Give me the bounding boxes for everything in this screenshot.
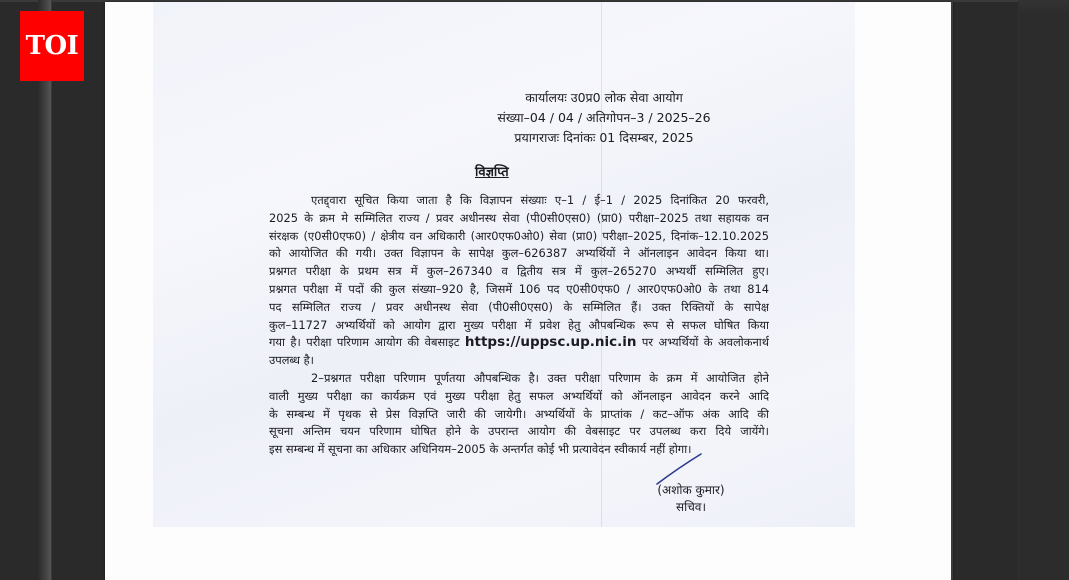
paragraph-2 [227, 370, 769, 459]
toi-logo[interactable] [20, 11, 84, 81]
reference-number: संख्या–04 / 04 / अतिगोपन–3 / 2025–26 [497, 110, 711, 125]
document-page [105, 2, 953, 580]
body-line: को आयोजित की गयी। उक्त विज्ञापन के सापेक्ष कुल–626387 अभ्यर्थियों ने ऑनलाइन आवेदन किया था। [269, 246, 769, 261]
signatory-name: (अशोक कुमार) [657, 483, 725, 497]
body-line: सूचना अन्तिम चयन परिणाम घोषित होने के उपरान्त आयोग की वेबसाइट पर उपलब्ध करा दिये जायेंगे। [269, 424, 769, 439]
body-line: के सम्बन्ध में पृथक से प्रेस विज्ञप्ति जारी की जायेगी। अभ्यर्थियों के प्राप्तांक / कट–ऑफ अंक आदि की [269, 406, 769, 421]
body-line: उपलब्ध है। [269, 353, 315, 368]
url-line-suffix: पर अभ्यर्थियों के अवलोकनार्थ [636, 335, 769, 350]
body-line: पद सम्मिलित राज्य / प्रवर अधीनस्थ सेवा (पी0सी0एस0) के सम्मिलित हैं। उक्त रिक्तियों के सापेक्ष [269, 299, 769, 314]
url-line-prefix: गया है। परीक्षा परिणाम आयोग की वेबसाइट [269, 335, 465, 350]
body-line: संरक्षक (ए0सी0एफ0) / क्षेत्रीय वन अधिकारी (आर0एफ0ओ0) सेवा (प्रा0) परीक्षा–2025, दिनांक–12.10.2025 [269, 228, 769, 243]
notice-body [227, 192, 769, 459]
notice-title: विज्ञप्ति [475, 165, 509, 180]
right-side-strip [1018, 0, 1069, 580]
body-line: कुल–11727 अभ्यर्थियों को आयोग द्वारा मुख्य परीक्षा में प्रवेश हेतु औपबन्धिक रूप से सफल घोषित किया [269, 317, 769, 332]
place-and-date: प्रयागराजः दिनांकः 01 दिसम्बर, 2025 [514, 130, 694, 145]
signature-block [631, 482, 751, 516]
body-line: 2–प्रश्नगत परीक्षा परिणाम पूर्णतया औपबन्धिक है। उक्त परीक्षा परिणाम के क्रम में आयोजित होने [311, 370, 769, 385]
body-line-with-url [227, 334, 769, 352]
body-line: प्रश्नगत परीक्षा में पदों की कुल संख्या–920 है, जिसमें 106 पद ए0सी0एफ0 / आर0एफ0ओ0 के तथा 814 [269, 281, 769, 296]
left-shadow-band [38, 0, 52, 580]
body-line: वाली मुख्य परीक्षा का कार्यक्रम एवं मुख्य परीक्षा हेतु सफल अभ्यर्थियों को ऑनलाइन आवेदन करने आदि [269, 388, 769, 403]
body-line: इस सम्बन्ध में सूचना का अधिकार अधिनियम–2005 के अन्तर्गत कोई भी प्रत्यावेदन स्वीकार्य नहीं होगा। [269, 442, 692, 457]
body-line: एतद्द्वारा सूचित किया जाता है कि विज्ञापन संख्याः ए–1 / ई–1 / 2025 दिनांकित 20 फरवरी, [311, 193, 769, 207]
toi-logo-text: TOI [25, 31, 79, 61]
body-line: प्रश्नगत परीक्षा के प्रथम सत्र में कुल–267340 व द्वितीय सत्र में कुल–265270 अभ्यर्थी सम्मिलित हुए। [269, 264, 769, 279]
paragraph-1 [227, 192, 769, 370]
scanned-notice [153, 2, 855, 527]
office-name: कार्यालयः उ0प्र0 लोक सेवा आयोग [525, 90, 683, 105]
notice-header [153, 88, 855, 148]
website-url: https://uppsc.up.nic.in [464, 334, 637, 351]
body-line: 2025 के क्रम मे सम्मिलित राज्य / प्रवर अधीनस्थ सेवा (पी0सी0एस0) (प्रा0) परीक्षा–2025 तथा सहायक वन [269, 210, 769, 225]
signatory-designation: सचिव। [675, 500, 707, 514]
